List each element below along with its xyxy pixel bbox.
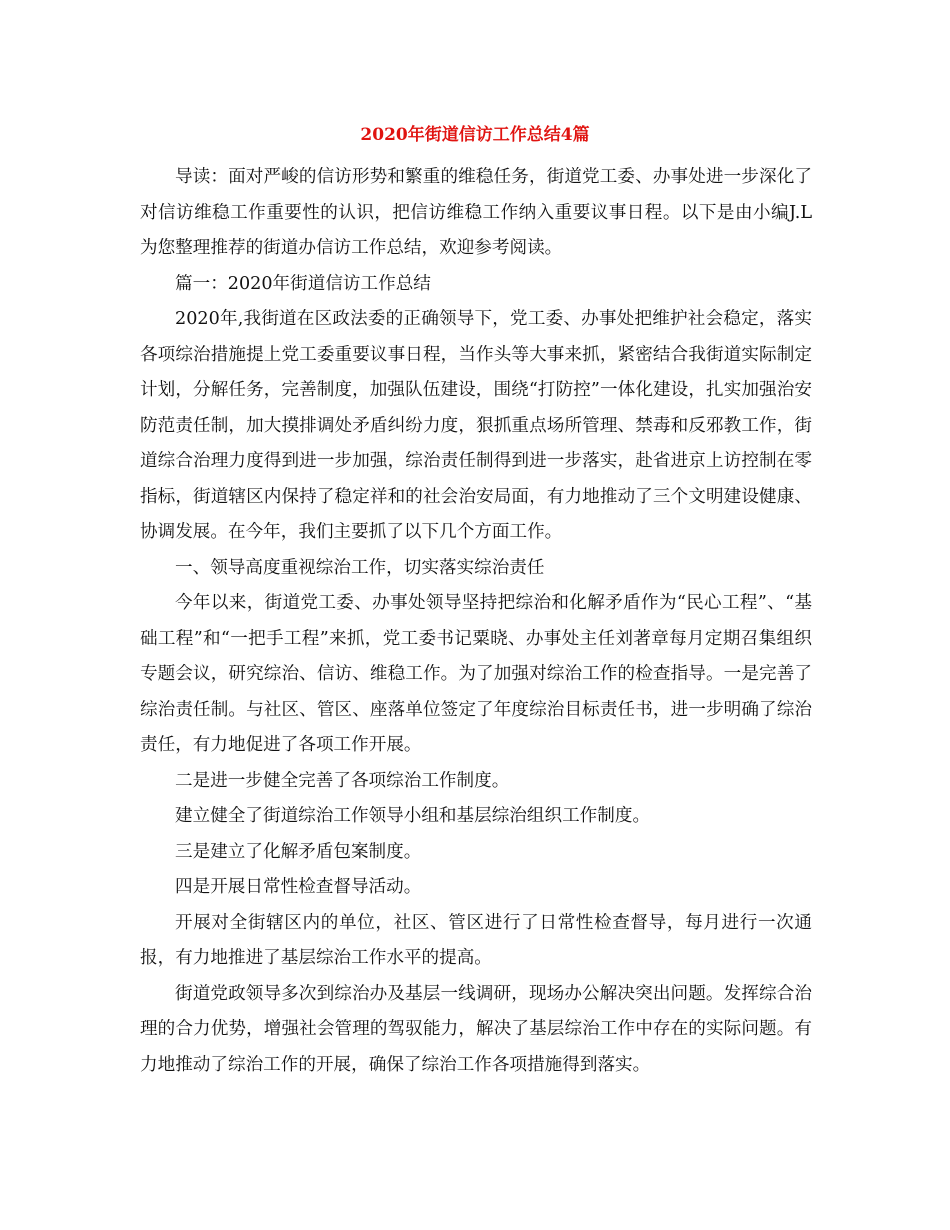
- paragraph-inspection: 开展对全街辖区内的单位，社区、管区进行了日常性检查督导，每月进行一次通报，有力地推进了基层综治工作水平的提高。: [140, 912, 812, 968]
- paragraph-system: 建立健全了街道综治工作领导小组和基层综治组织工作制度。: [175, 806, 651, 826]
- paragraph-section-heading: 篇一：2020年街道信访工作总结: [175, 273, 431, 294]
- paragraph-item-three: 三是建立了化解矛盾包案制度。: [175, 841, 422, 862]
- paragraph-intro: 导读：面对严峻的信访形势和繁重的维稳任务，街道党工委、办事处进一步深化了对信访维稳工作重要性的认识，把信访维稳工作纳入重要议事日程。以下是由小编J.L为您整理推荐的街道办信访工作总结，欢迎参考阅读。: [140, 167, 812, 258]
- paragraph-item-four: 四是开展日常性检查督导活动。: [175, 877, 422, 897]
- document-title: 2020年街道信访工作总结4篇: [360, 125, 590, 145]
- paragraph-item-two: 二是进一步健全完善了各项综治工作制度。: [175, 770, 510, 791]
- paragraph-leadership: 今年以来，街道党工委、办事处领导坚持把综治和化解矛盾作为“民心工程”、“基础工程”和“一把手工程”来抓，党工委书记粟晓、办事处主任刘著章每月定期召集组织专题会议，研究综治、信访、维稳工作。为了加强对综治工作的检查指导。一是完善了综治责任制。与社区、管区、座落单位签定了年度综治目标责任书，进一步明确了综治责任，有力地促进了各项工作开展。: [140, 593, 812, 755]
- paragraph-overview: 2020年,我街道在区政法委的正确领导下，党工委、办事处把维护社会稳定，落实各项综治措施提上党工委重要议事日程，当作头等大事来抓，紧密结合我街道实际制定计划，分解任务，完善制度，加强队伍建设，围绕“打防控”一体化建设，扎实加强治安防范责任制，加大摸排调处矛盾纠纷力度，狠抓重点场所管理、禁毒和反邪教工作，街道综合治理力度得到进一步加强，综治责任制得到进一步落实，赴省进京上访控制在零指标，街道辖区内保持了稳定祥和的社会治安局面，有力地推动了三个文明建设健康、协调发展。在今年，我们主要抓了以下几个方面工作。: [140, 309, 812, 542]
- paragraph-heading-one: 一、领导高度重视综治工作，切实落实综治责任: [175, 557, 545, 578]
- document-body: [140, 160, 812, 1083]
- paragraph-research: 街道党政领导多次到综治办及基层一线调研，现场办公解决突出问题。发挥综合治理的合力优势，增强社会管理的驾驭能力，解决了基层综治工作中存在的实际问题。有力地推动了综治工作的开展，确保了综治工作各项措施得到落实。: [140, 983, 812, 1075]
